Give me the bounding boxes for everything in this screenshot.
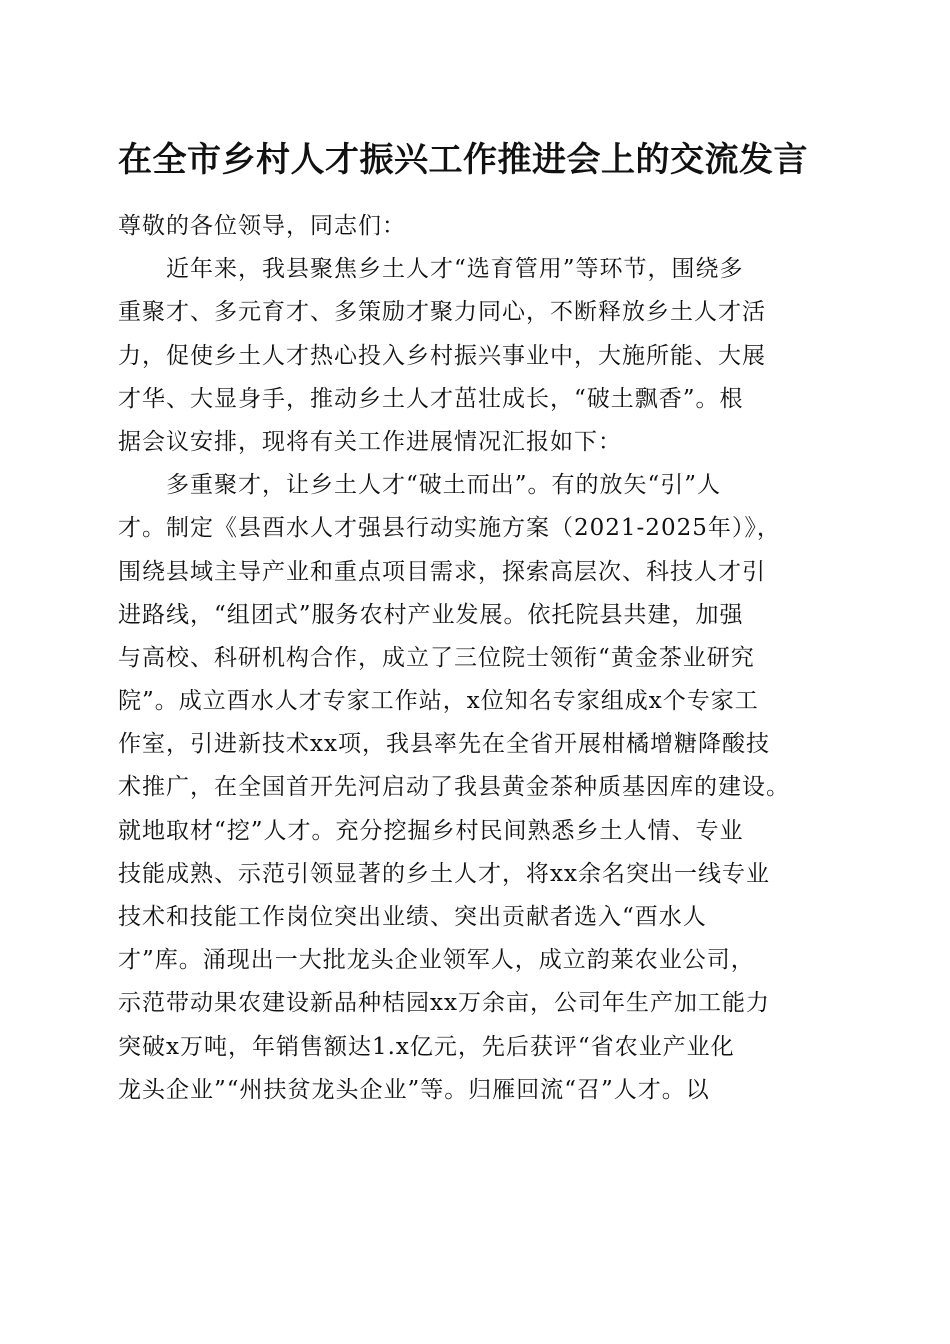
salutation-line: 尊敬的各位领导，同志们： [118, 213, 406, 239]
paragraph-line: 院”。成立酉水人才专家工作站，x位知名专家组成x个专家工 [118, 688, 759, 715]
paragraph-line: 龙头企业”“州扶贫龙头企业”等。归雁回流“召”人才。以 [118, 1076, 710, 1103]
paragraph-line: 围绕县域主导产业和重点项目需求，探索高层次、科技人才引 [118, 558, 766, 585]
paragraph-line: 多重聚才，让乡土人才“破土而出”。有的放矢“引”人 [166, 472, 722, 499]
paragraph-line: 技术和技能工作岗位突出业绩、突出贡献者选入“酉水人 [118, 904, 707, 930]
paragraph-line: 才华、大显身手，推动乡土人才茁壮成长，“破土飘香”。根 [118, 385, 744, 412]
paragraph-line: 近年来，我县聚焦乡土人才“选育管用”等环节，围绕多 [166, 256, 744, 283]
paragraph-line: 进路线，“组团式”服务农村产业发展。依托院县共建，加强 [118, 601, 744, 628]
paragraph-line: 术推广，在全国首开先河启动了我县黄金茶种质基因库的建设。 [118, 774, 790, 801]
paragraph-line: 就地取材“挖”人才。充分挖掘乡村民间熟悉乡土人情、专业 [118, 817, 744, 844]
paragraph-line: 才。制定《县酉水人才强县行动实施方案（2021-2025年）》， [118, 515, 781, 542]
paragraph-line: 据会议安排，现将有关工作进展情况汇报如下： [118, 428, 622, 455]
paragraph-line: 示范带动果农建设新品种桔园xx万余亩，公司年生产加工能力 [118, 990, 770, 1017]
paragraph-line: 重聚才、多元育才、多策励才聚力同心，不断释放乡土人才活 [118, 299, 766, 326]
paragraph-line: 作室，引进新技术xx项，我县率先在全省开展柑橘增糖降酸技 [118, 731, 770, 758]
document-title: 在全市乡村人才振兴工作推进会上的交流发言 [118, 140, 808, 180]
paragraph-line: 与高校、科研机构合作，成立了三位院士领衔“黄金茶业研究 [118, 644, 755, 671]
paragraph-line: 力，促使乡土人才热心投入乡村振兴事业中，大施所能、大展 [118, 342, 766, 369]
paragraph-line: 技能成熟、示范引领显著的乡土人才，将xx余名突出一线专业 [118, 860, 770, 887]
paragraph-line: 才”库。涌现出一大批龙头企业领军人，成立韵莱农业公司， [118, 947, 755, 974]
document-body [118, 205, 838, 1112]
paragraph-line: 突破x万吨，年销售额达1.x亿元，先后获评“省农业产业化 [118, 1033, 735, 1060]
